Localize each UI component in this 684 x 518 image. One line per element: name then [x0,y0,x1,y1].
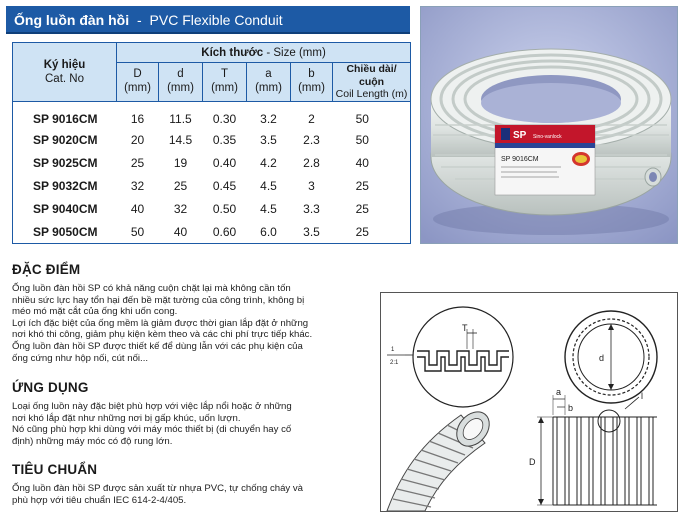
label-T: T [462,323,468,333]
usage-heading: ỨNG DỤNG [12,380,89,395]
size-header [117,43,411,63]
conduit-coil-image [421,7,678,244]
hose-illustration [387,405,496,511]
col-unit: (mm) [124,81,151,94]
table-row [13,129,411,152]
cell-b: 3.3 [303,201,320,216]
title-vietnamese: Ống luồn đàn hồi [14,12,130,28]
code-header [13,43,117,102]
size-header-vn: Kích thước [201,46,264,59]
text-line: nơi khó lắp đặt như những nơi bị gấp khúc, uốn lượn. [12,412,241,424]
table-row [13,101,411,128]
cell-code: SP 9016CM [33,112,98,127]
cell-a: 6.0 [260,224,277,239]
code-header-vn: Ký hiệu [43,58,86,71]
coil-label [495,125,595,195]
text-line: ống cứng như hộp nối, cút nối... [12,352,149,364]
col-header-T [203,63,247,102]
table-row [13,174,411,197]
cell-b: 3.5 [303,224,320,239]
cell-len: 25 [355,224,369,239]
table-row [13,197,411,220]
col-symbol: d [177,68,184,81]
cell-b: 2.8 [303,155,320,170]
cell-len: 40 [355,155,369,170]
cell-code: SP 9020CM [33,132,98,147]
col-unit: (mm) [211,81,238,94]
cell-D: 16 [130,112,145,127]
cell-b: 2 [308,112,315,127]
col-symbol: T [220,68,229,81]
col-header-a [247,63,291,102]
length-header-vn: Chiều dài/ cuộn [346,63,397,88]
label-brand: SP [513,130,527,141]
col-symbol: a [265,68,272,81]
length-header-en: Coil Length (m) [335,88,408,101]
cell-a: 4.2 [260,155,277,170]
cell-D: 32 [130,178,145,193]
text-line: nhiều sức lực hay tổn hại đến bề mặt tường của công trình, không bị [12,294,305,306]
cell-D: 20 [130,132,145,147]
col-unit: (mm) [167,81,194,94]
text-line: nơi khó thi công, giảm phụ kiện kèm theo và các chi phí trực tiếp khác. [12,329,313,341]
label-D: D [529,457,536,467]
col-header-b [291,63,333,102]
dimension-drawing [381,293,678,512]
tube-side-view [529,387,669,509]
cell-a: 3.2 [260,112,277,127]
cell-T: 0.45 [212,178,237,193]
cell-len: 50 [355,132,369,147]
table-row [13,151,411,174]
cell-d: 25 [173,178,188,193]
text-line: phù hợp với tiêu chuẩn IEC 614-2-4/405. [12,494,187,506]
cell-T: 0.50 [212,201,237,216]
cell-T: 0.30 [212,112,237,127]
standard-body [12,483,364,506]
col-symbol: b [308,68,315,81]
table-body [13,101,411,243]
col-header-length [333,63,411,102]
cell-code: SP 9032CM [33,178,98,193]
table-row [13,220,411,243]
col-header-d [159,63,203,102]
cell-len: 25 [355,178,369,193]
label-a: a [556,387,562,397]
text-line: méo mó mặt cắt của ống khi uốn cong. [12,306,178,318]
size-header-en: - Size (mm) [266,46,326,59]
title-separator: - [136,12,142,28]
cell-d: 32 [173,201,188,216]
technical-diagram [380,292,678,512]
scale-bottom: 2:1 [390,360,399,366]
label-d: d [599,353,605,363]
text-line: Ống luồn đàn hồi SP có khả năng cuộn chặt lại mà không cần tốn [12,283,291,294]
spec-table [12,42,411,244]
cell-d: 19 [173,155,188,170]
page-title-bar [6,6,410,34]
cell-a: 4.5 [260,201,277,216]
cell-D: 50 [130,224,145,239]
text-line: định) những máy móc có độ rung lớn. [12,435,173,447]
product-photo [420,6,678,244]
cell-D: 40 [130,201,145,216]
cell-b: 2.3 [303,132,320,147]
cell-a: 4.5 [260,178,277,193]
text-line: Ống luồn đàn hồi SP được sản xuất từ nhựa PVC, tự chống cháy và [12,483,304,494]
cell-code: SP 9040CM [33,201,98,216]
cell-T: 0.40 [212,155,237,170]
standard-heading: TIÊU CHUẨN [12,462,98,477]
code-header-en: Cat. No [45,72,84,85]
cell-d: 14.5 [168,132,193,147]
cell-a: 3.5 [260,132,277,147]
label-l: l [641,391,643,401]
label-model: SP 9016CM [501,156,539,163]
cell-len: 25 [355,201,369,216]
cell-len: 50 [355,112,369,127]
features-heading: ĐẶC ĐIỂM [12,262,81,277]
cell-d: 40 [173,224,188,239]
cross-section [565,311,657,403]
cell-d: 11.5 [169,112,192,127]
cell-D: 25 [130,155,145,170]
col-unit: (mm) [298,81,325,94]
cell-b: 3 [308,178,315,193]
text-line: Nó cũng phù hợp khi dùng với máy móc thiết bị (di chuyển hay cố [12,424,292,436]
text-line: Ống luồn đàn hồi SP được thiết kế để dùng lẫn với các phụ kiện của [12,340,303,352]
col-unit: (mm) [255,81,282,94]
title-english: PVC Flexible Conduit [149,12,283,28]
text-line: Lợi ích đặc biệt của ống mềm là giảm được thời gian lắp đặt ở những [12,317,309,329]
features-body [12,283,364,364]
usage-body [12,401,364,447]
text-line: Loại ống luồn này đặc biệt phù hợp với việc lắp nổi hoặc ở những [12,401,292,412]
cell-code: SP 9050CM [33,224,98,239]
cell-T: 0.60 [212,224,237,239]
label-brand-tag: Sino-vanlock [533,134,562,140]
col-symbol: D [133,68,142,81]
cell-T: 0.35 [212,132,237,147]
label-b: b [568,403,574,413]
col-header-D [117,63,159,102]
scale-top: 1 [391,347,395,353]
cell-code: SP 9025CM [33,155,98,170]
